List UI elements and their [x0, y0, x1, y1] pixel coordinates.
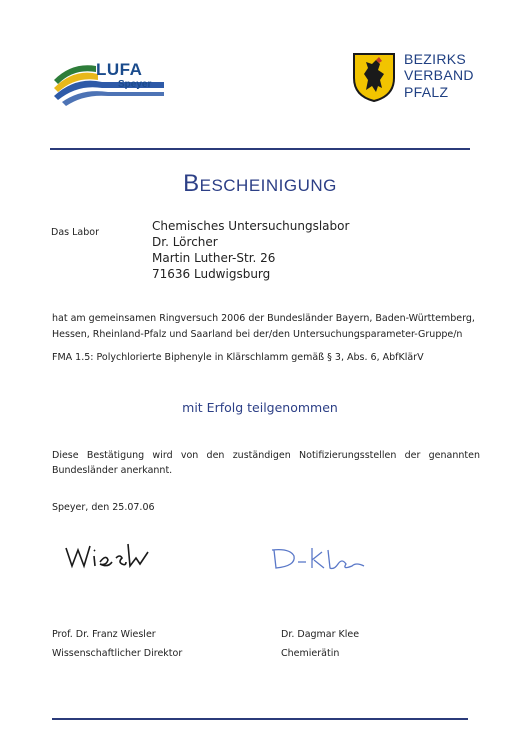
address-line-1: Chemisches Untersuchungslabor	[152, 219, 350, 233]
lufa-city: Speyer	[118, 79, 152, 90]
address-line-3: Martin Luther-Str. 26	[152, 251, 276, 265]
signatory-title-1: Wissenschaftlicher Direktor	[52, 648, 183, 659]
address-line-2: Dr. Lörcher	[152, 235, 218, 249]
place-date: Speyer, den 25.07.06	[52, 502, 155, 513]
top-divider	[50, 148, 470, 150]
lab-label: Das Labor	[51, 227, 99, 238]
participation-paragraph: hat am gemeinsamen Ringversuch 2006 der Bundesländer Bayern, Baden-Württemberg, Hessen, Rheinland-Pfalz und Saarland bei der/den Untersuchungsparameter-Gruppe/n	[52, 313, 475, 340]
result-statement: mit Erfolg teilgenommen	[182, 400, 338, 415]
document-title: Bescheinigung	[183, 170, 337, 197]
signature-klee	[268, 542, 368, 572]
signature-wiesler	[62, 536, 152, 572]
recognition-paragraph: Diese Bestätigung wird von den zuständigen Notifizierungsstellen der genannten Bundesländer anerkannt.	[52, 450, 480, 476]
bezirksverband-line3: PFALZ	[404, 84, 449, 100]
bottom-divider	[52, 718, 468, 720]
lufa-name: LUFA	[96, 60, 143, 79]
signatory-title-2: Chemierätin	[281, 648, 340, 659]
bezirksverband-line2: VERBAND	[404, 67, 474, 83]
signatory-name-2: Dr. Dagmar Klee	[281, 629, 360, 640]
parameter-group: FMA 1.5: Polychlorierte Biphenyle in Klärschlamm gemäß § 3, Abs. 6, AbfKlärV	[52, 352, 424, 363]
address-line-4: 71636 Ludwigsburg	[152, 267, 271, 281]
coat-of-arms-icon	[352, 52, 396, 102]
bezirksverband-line1: BEZIRKS	[404, 51, 467, 67]
signatory-name-1: Prof. Dr. Franz Wiesler	[52, 629, 156, 640]
